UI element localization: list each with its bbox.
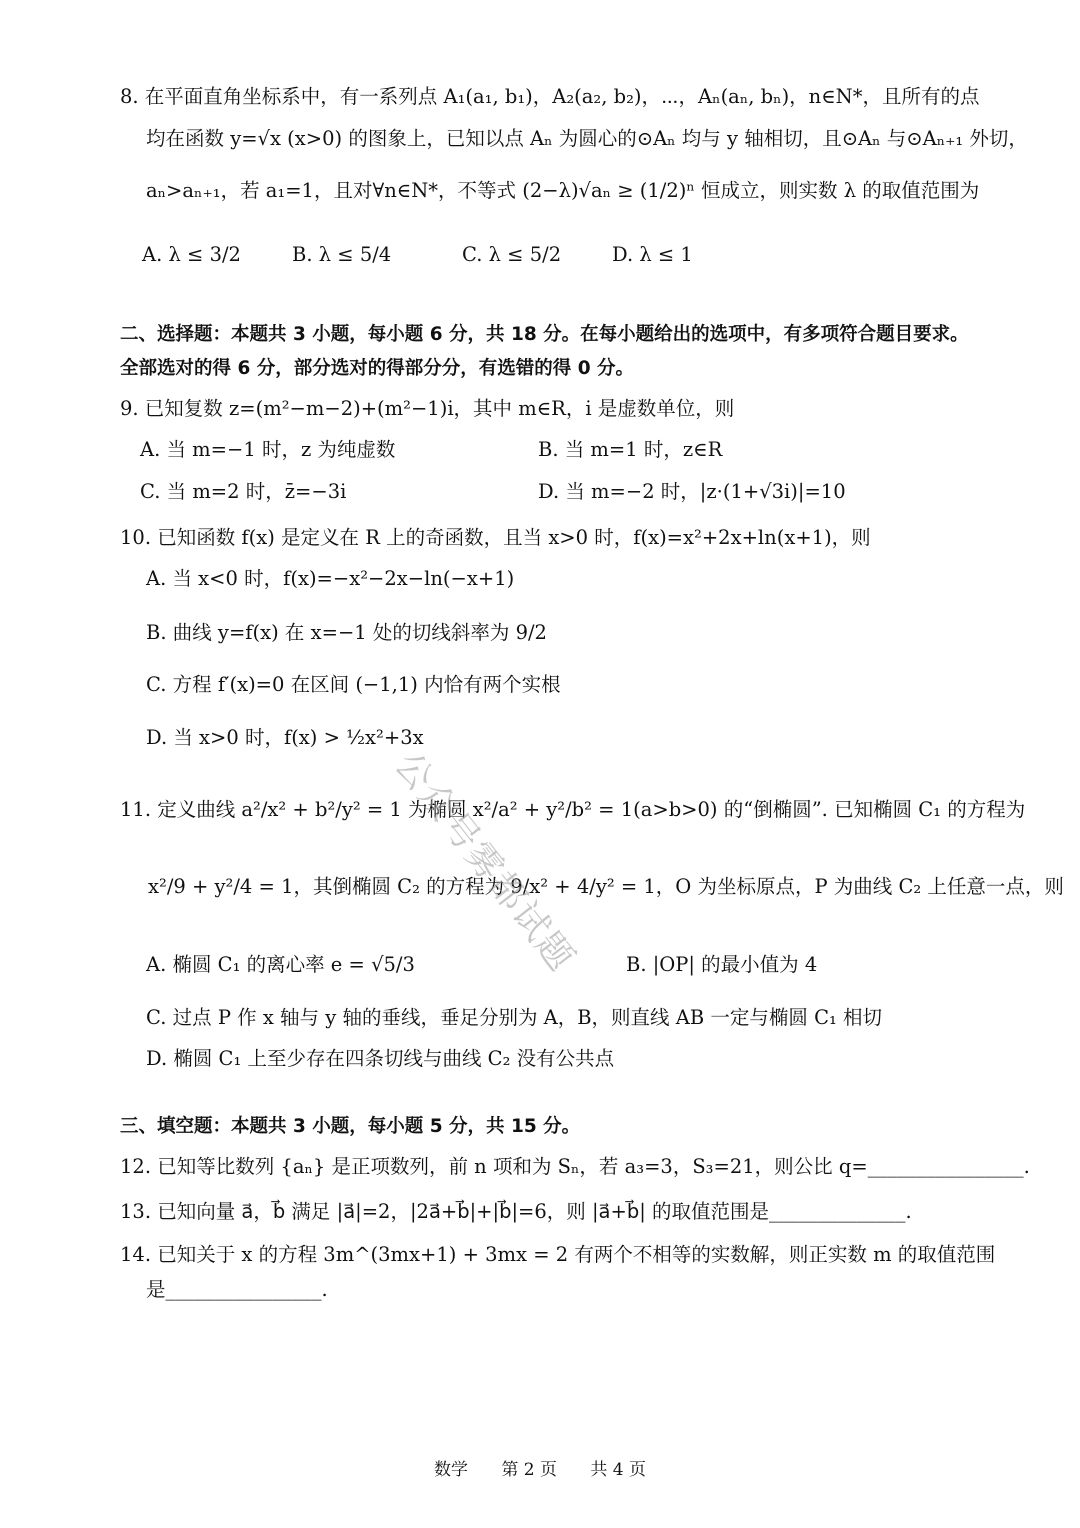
footer-subject: 数学 — [433, 1460, 468, 1480]
section2-heading-line1: 二、选择题：本题共 3 小题，每小题 6 分，共 18 分。在每小题给出的选项中，有多项符合题目要求。 — [120, 324, 969, 345]
section2-heading-line2: 全部选对的得 6 分，部分选对的得部分分，有选错的得 0 分。 — [120, 358, 635, 379]
watermark-text: 公众号雾都试题 — [386, 744, 583, 980]
q9-option-b: B. 当 m=1 时，z∈R — [538, 438, 723, 461]
q11-line1: 11. 定义曲线 a²/x² + b²/y² = 1 为椭圆 x²/a² + y²/b² = 1(a>b>0) 的“倒椭圆”. 已知椭圆 C₁ 的方程为 — [120, 798, 1026, 821]
q8-option-a: A. λ ≤ 3/2 — [142, 243, 241, 266]
q8-option-c: C. λ ≤ 5/2 — [462, 243, 562, 266]
q8-option-b: B. λ ≤ 5/4 — [292, 243, 392, 266]
q11-option-a: A. 椭圆 C₁ 的离心率 e = √5/3 — [146, 953, 415, 976]
q8-line3: aₙ>aₙ₊₁，若 a₁=1，且对∀n∈N*，不等式 (2−λ)√aₙ ≥ (1/2)ⁿ 恒成立，则实数 λ 的取值范围为 — [146, 179, 980, 202]
q8-line1: 8. 在平面直角坐标系中，有一系列点 A₁(a₁, b₁)，A₂(a₂, b₂)，⋯，Aₙ(aₙ, bₙ)，n∈N*，且所有的点 — [120, 85, 980, 108]
q11-option-d: D. 椭圆 C₁ 上至少存在四条切线与曲线 C₂ 没有公共点 — [146, 1047, 615, 1070]
footer-page-number: 第 2 页 — [501, 1460, 557, 1480]
q10-option-b: B. 曲线 y=f(x) 在 x=−1 处的切线斜率为 9/2 — [146, 621, 547, 644]
q8-option-d: D. λ ≤ 1 — [612, 243, 693, 266]
q13-text: 13. 已知向量 a⃗，b⃗ 满足 |a⃗|=2，|2a⃗+b⃗|+|b⃗|=6，则 |a⃗+b⃗| 的取值范围是______________. — [120, 1200, 912, 1223]
q9-option-c: C. 当 m=2 时，z̄=−3i — [140, 480, 347, 503]
page-footer — [0, 1455, 1080, 1480]
q11-option-c: C. 过点 P 作 x 轴与 y 轴的垂线，垂足分别为 A，B，则直线 AB 一定与椭圆 C₁ 相切 — [146, 1006, 883, 1029]
footer-total-pages: 共 4 页 — [590, 1460, 647, 1480]
q11-option-b: B. |OP| 的最小值为 4 — [626, 953, 818, 976]
q9-option-a: A. 当 m=−1 时，z 为纯虚数 — [140, 438, 396, 461]
q10-option-a: A. 当 x<0 时，f(x)=−x²−2x−ln(−x+1) — [146, 567, 515, 590]
q10-stem: 10. 已知函数 f(x) 是定义在 R 上的奇函数，且当 x>0 时，f(x)=x²+2x+ln(x+1)，则 — [120, 526, 871, 549]
q9-stem: 9. 已知复数 z=(m²−m−2)+(m²−1)i，其中 m∈R，i 是虚数单位，则 — [120, 397, 735, 420]
q9-option-d: D. 当 m=−2 时，|z·(1+√3i)|=10 — [538, 480, 846, 503]
section3-heading: 三、填空题：本题共 3 小题，每小题 5 分，共 15 分。 — [120, 1116, 581, 1137]
q10-option-d: D. 当 x>0 时，f(x) > ½x²+3x — [146, 726, 424, 749]
q12-text: 12. 已知等比数列 {aₙ} 是正项数列，前 n 项和为 Sₙ，若 a₃=3，S₃=21，则公比 q=________________. — [120, 1155, 1030, 1178]
q11-line2: x²/9 + y²/4 = 1，其倒椭圆 C₂ 的方程为 9/x² + 4/y² = 1，O 为坐标原点，P 为曲线 C₂ 上任意一点，则 — [148, 875, 1064, 898]
q14-line2: 是________________. — [146, 1278, 328, 1301]
q10-option-c: C. 方程 f′(x)=0 在区间 (−1,1) 内恰有两个实根 — [146, 673, 561, 696]
q8-line2: 均在函数 y=√x (x>0) 的图象上，已知以点 Aₙ 为圆心的⊙Aₙ 均与 y 轴相切，且⊙Aₙ 与⊙Aₙ₊₁ 外切， — [146, 127, 1028, 150]
q14-line1: 14. 已知关于 x 的方程 3m^(3mx+1) + 3mx = 2 有两个不相等的实数解，则正实数 m 的取值范围 — [120, 1243, 996, 1266]
